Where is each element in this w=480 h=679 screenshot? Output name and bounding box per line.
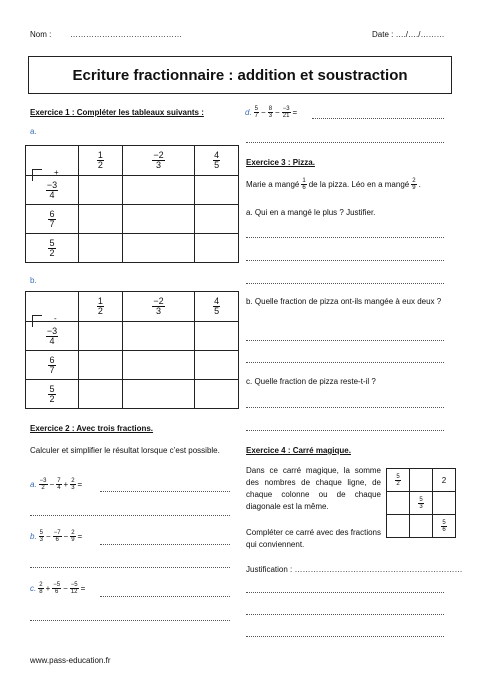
magic-cell-0-1[interactable]: [410, 469, 433, 492]
table-b-cell[interactable]: [79, 380, 123, 409]
ex3-title: Exercice 3 : Pizza.: [246, 158, 315, 167]
magic-square: [386, 468, 456, 538]
answer-line[interactable]: [246, 340, 444, 341]
table-a-cell[interactable]: [195, 234, 239, 263]
magic-cell-2-2: $\frac{5}{6}$: [433, 515, 456, 538]
table-a-cell[interactable]: [122, 205, 194, 234]
table-a-col-1: $\frac{-2}{3}$: [122, 146, 194, 176]
table-b-cell[interactable]: [122, 380, 194, 409]
ex1-b-label: b.: [30, 276, 37, 285]
ex2-a-expression: a. $\frac{-3}{2}$ − $\frac{7}{4}$ + $\frac{2}{3}$ =: [30, 478, 83, 491]
answer-line[interactable]: [30, 620, 230, 621]
table-b-cell[interactable]: [79, 322, 123, 351]
ex3-question-c: c. Quelle fraction de pizza reste-t-il ?: [246, 377, 376, 386]
table-a-cell[interactable]: [79, 205, 123, 234]
table-b-cell[interactable]: [195, 322, 239, 351]
answer-line[interactable]: [246, 592, 444, 593]
ex-d-expression: d. $\frac{5}{7}$ − $\frac{8}{3}$ − $\frac{-3}{21}$ =: [245, 106, 298, 119]
answer-line[interactable]: [246, 636, 444, 637]
ex4-text-1: Dans ce carré magique, la somme des nombres de chaque ligne, de chaque colonne ou de chaque diagonale est la même.: [246, 466, 381, 511]
ex2-instruction: Calculer et simplifier le résultat lorsque c’est possible.: [30, 446, 220, 455]
answer-line[interactable]: [100, 491, 230, 492]
table-b-row-0: $\frac{-3}{4}$: [26, 322, 79, 351]
table-a-col-2: $\frac{4}{5}$: [195, 146, 239, 176]
ex1-a-label: a.: [30, 127, 37, 136]
magic-cell-2-0[interactable]: [387, 515, 410, 538]
ex4-title: Exercice 4 : Carré magique.: [246, 446, 351, 455]
magic-cell-2-1[interactable]: [410, 515, 433, 538]
answer-line[interactable]: [246, 260, 444, 261]
ex3-question-a: a. Qui en a mangé le plus ? Justifier.: [246, 208, 376, 217]
table-a-cell[interactable]: [195, 176, 239, 205]
answer-line[interactable]: [246, 407, 444, 408]
answer-line[interactable]: [246, 237, 444, 238]
footer-url[interactable]: www.pass-education.fr: [30, 656, 111, 665]
table-b-row-1: $\frac{6}{7}$: [26, 351, 79, 380]
answer-line[interactable]: [246, 430, 444, 431]
answer-line[interactable]: [100, 596, 230, 597]
table-b-cell[interactable]: [122, 351, 194, 380]
table-a-row-1: $\frac{6}{7}$: [26, 205, 79, 234]
table-a-row-2: $\frac{5}{2}$: [26, 234, 79, 263]
table-b-row-2: $\frac{5}{2}$: [26, 380, 79, 409]
page-title: Ecriture fractionnaire : addition et soustraction: [28, 56, 452, 94]
table-b-cell[interactable]: [195, 380, 239, 409]
ex2-title: Exercice 2 : Avec trois fractions.: [30, 424, 154, 433]
ex2-c-expression: c. $\frac{2}{8}$ + $\frac{-5}{6}$ − $\frac{-5}{12}$ =: [30, 582, 86, 595]
answer-line[interactable]: [30, 567, 230, 568]
magic-cell-0-0: $\frac{5}{2}$: [387, 469, 410, 492]
table-a-cell[interactable]: [79, 176, 123, 205]
ex2-b-expression: b. $\frac{5}{3}$ − $\frac{-7}{6}$ − $\frac{2}{9}$ =: [30, 530, 83, 543]
answer-line[interactable]: [246, 283, 444, 284]
ex4-justification: Justification : ………………………………………………………: [246, 565, 463, 574]
answer-line[interactable]: [30, 515, 230, 516]
answer-line[interactable]: [246, 614, 444, 615]
answer-line[interactable]: [246, 142, 444, 143]
table-b-col-1: $\frac{-2}{3}$: [122, 292, 194, 322]
table-b-cell[interactable]: [122, 322, 194, 351]
table-a-cell[interactable]: [122, 176, 194, 205]
ex3-question-b: b. Quelle fraction de pizza ont-ils mangée à eux deux ?: [246, 297, 442, 306]
date-label: Date : …./…./………: [372, 30, 445, 39]
table-a-col-0: $\frac{1}{2}$: [79, 146, 123, 176]
table-a-corner: +: [26, 146, 79, 176]
magic-cell-1-2[interactable]: [433, 492, 456, 515]
magic-cell-0-2: 2: [433, 469, 456, 492]
ex1-title: Exercice 1 : Compléter les tableaux suivants :: [30, 108, 204, 117]
table-b-corner: -: [26, 292, 79, 322]
answer-line[interactable]: [246, 362, 444, 363]
ex4-text-2: Compléter ce carré avec des fractions qui conviennent.: [246, 528, 381, 549]
table-a-row-0: $\frac{-3}{4}$: [26, 176, 79, 205]
table-a-cell[interactable]: [79, 234, 123, 263]
table-a-cell[interactable]: [195, 205, 239, 234]
table-a-cell[interactable]: [122, 234, 194, 263]
table-b-cell[interactable]: [195, 351, 239, 380]
nom-dots: ……………………………………: [70, 30, 182, 39]
answer-line[interactable]: [312, 118, 444, 119]
table-b-col-0: $\frac{1}{2}$: [79, 292, 123, 322]
magic-cell-1-0[interactable]: [387, 492, 410, 515]
table-b-col-2: $\frac{4}{5}$: [195, 292, 239, 322]
nom-label: Nom :: [30, 30, 52, 39]
magic-cell-1-1: $\frac{5}{3}$: [410, 492, 433, 515]
answer-line[interactable]: [100, 544, 230, 545]
ex3-statement: Marie a mangé $\frac{1}{6}$ de la pizza. Léo en a mangé $\frac{2}{9}$ .: [246, 178, 421, 191]
table-b: [25, 291, 239, 409]
table-b-cell[interactable]: [79, 351, 123, 380]
table-a: [25, 145, 239, 263]
